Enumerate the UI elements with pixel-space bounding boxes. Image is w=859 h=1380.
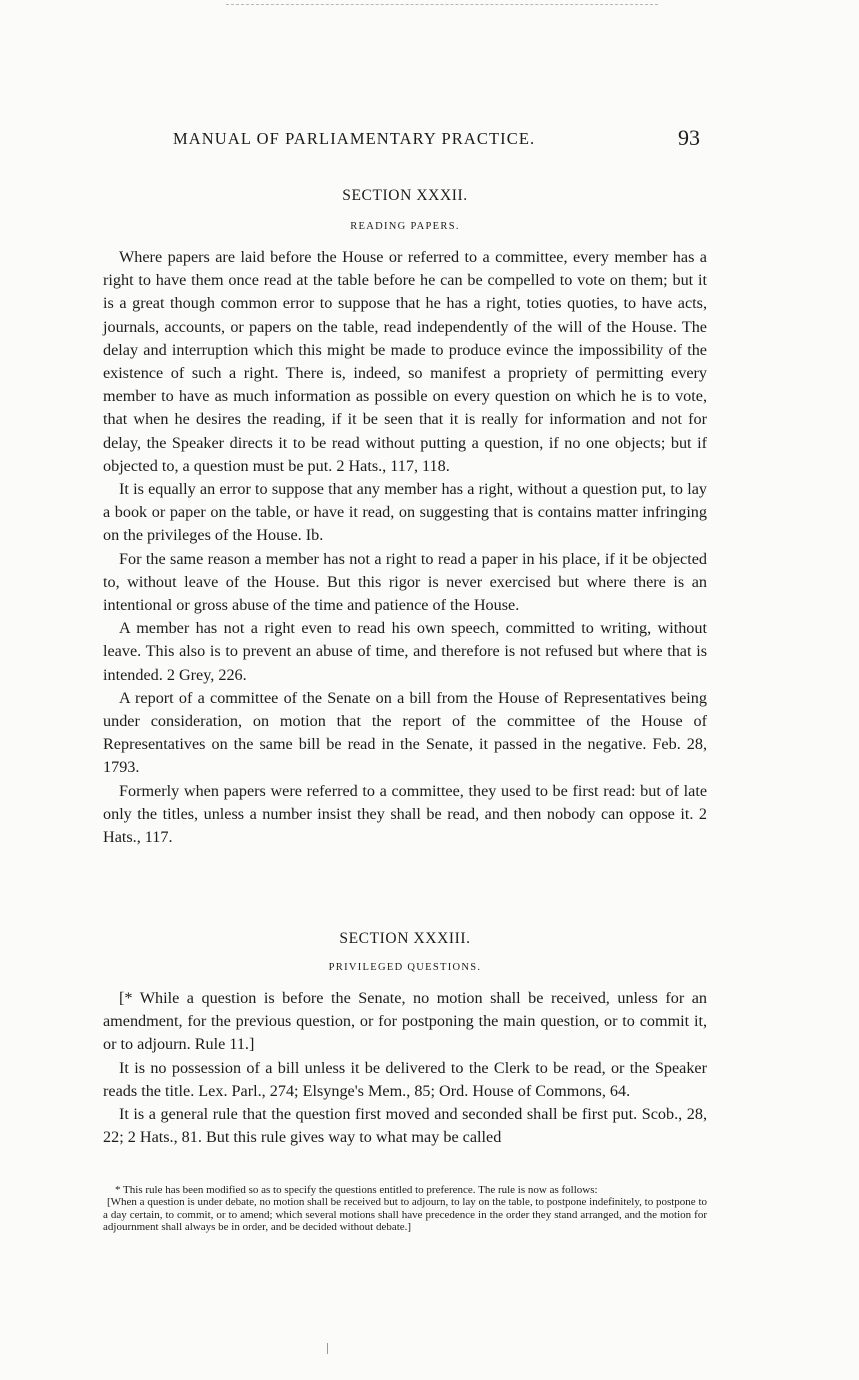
running-head <box>103 125 707 155</box>
footnote <box>103 1184 707 1234</box>
running-title: MANUAL OF PARLIAMENTARY PRACTICE. <box>173 129 536 148</box>
section-subheading: PRIVILEGED QUESTIONS. <box>328 962 482 973</box>
top-scan-rule <box>226 4 658 5</box>
section-body <box>103 987 707 1149</box>
paragraph: Where papers are laid before the House or referred to a committee, every member has a right to have them once read at the table before he can be compelled to vote on them; but it is a great though common error to suppose that he has a right, toties quoties, to have acts, journals, accounts, or papers on the table, read independently of the will of the House. The delay and interruption which this might be made to produce evince the impossibility of the existence of such a right. There is, indeed, so manifest a propriety of permitting every member to have as much information as possible on every question on which he is to vote, that when he desires the reading, if it be seen that it is really for information and not for delay, the Speaker directs it to be read without putting a question, if no one objects; but if objected to, a question must be put. 2 Hats., 117, 118. <box>103 248 707 475</box>
section-heading: SECTION XXXIII. <box>339 930 471 947</box>
paragraph: A report of a committee of the Senate on a bill from the House of Representatives being under consideration, on motion that the report of the committee of the House of Representatives on the same bill be read in the Senate, it passed in the negative. Feb. 28, 1793. <box>103 688 707 777</box>
scan-artifact-mark <box>327 1343 328 1354</box>
page-number: 93 <box>678 125 700 150</box>
paragraph: Formerly when papers were referred to a committee, they used to be first read: but of late only the titles, unless a number insist they shall be read, and then nobody can oppose it. 2 Hats., 117. <box>103 781 707 847</box>
paragraph: [* While a question is before the Senate, no motion shall be received, unless for an amendment, for the previous question, or for postponing the main question, or to commit it, or to adjourn. Rule 11.] <box>103 989 707 1054</box>
footnote-line: [When a question is under debate, no motion shall be received but to adjourn, to lay on the table, to postpone indefinitely, to postpone to a day certain, to commit, or to amend; which several motions shall have precedence in the order they stand arranged, and the motion for adjournment shall always be in order, and be decided without debate.] <box>103 1196 707 1234</box>
section-subheading: READING PAPERS. <box>350 221 460 232</box>
section-32 <box>103 187 707 849</box>
paragraph: For the same reason a member has not a right to read a paper in his place, if it be objected to, without leave of the House. But this rigor is never exercised but where there is an intentional or gross abuse of the time and patience of the House. <box>103 549 707 615</box>
footnote-line: * This rule has been modified so as to specify the questions entitled to preference. The rule is now as follows: <box>115 1184 598 1196</box>
section-body <box>103 246 707 849</box>
paragraph: It is no possession of a bill unless it be delivered to the Clerk to be read, or the Speaker reads the title. Lex. Parl., 274; Elsynge's Mem., 85; Ord. House of Commons, 64. <box>103 1058 707 1100</box>
section-33 <box>103 930 707 1149</box>
paragraph: A member has not a right even to read his own speech, committed to writing, without leave. This also is to prevent an abuse of time, and therefore is not refused but where that is intended. 2 Grey, 226. <box>103 619 707 684</box>
paragraph: It is equally an error to suppose that any member has a right, without a question put, to lay a book or paper on the table, or have it read, on suggesting that is contains matter infringing on the privileges of the House. Ib. <box>103 480 707 545</box>
paragraph: It is a general rule that the question first moved and seconded shall be first put. Scob., 28, 22; 2 Hats., 81. But this rule gives way to what may be called <box>103 1105 707 1147</box>
section-heading: SECTION XXXII. <box>342 187 468 204</box>
